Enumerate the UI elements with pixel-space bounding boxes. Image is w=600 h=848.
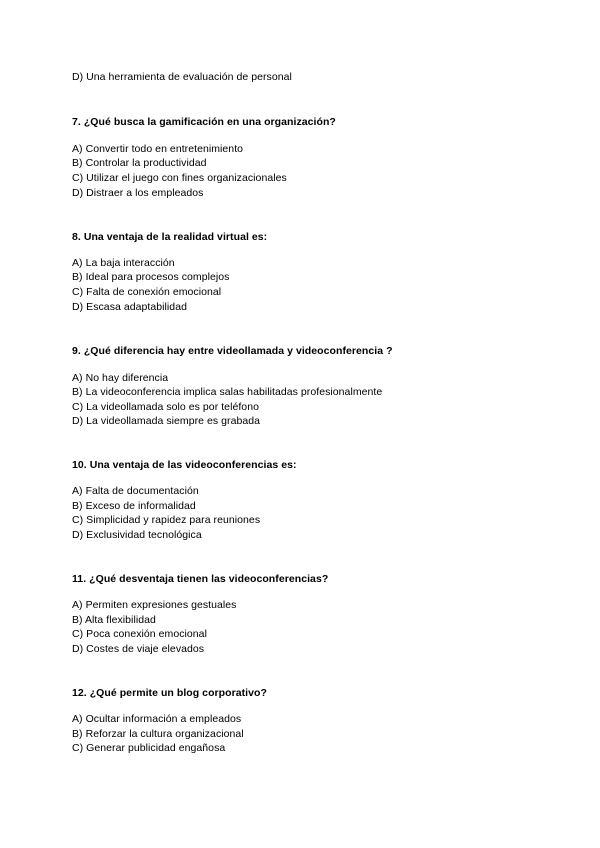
question-12-option-b: B) Reforzar la cultura organizacional <box>72 728 244 740</box>
question-12-option-c: C) Generar publicidad engañosa <box>72 742 226 754</box>
continuation-option: D) Una herramienta de evaluación de personal <box>72 71 292 83</box>
question-9-option-d: D) La videollamada siempre es grabada <box>72 415 261 427</box>
question-10-title: 10. Una ventaja de las videoconferencias es: <box>72 459 297 471</box>
question-8-option-b: B) Ideal para procesos complejos <box>72 271 230 283</box>
question-9-title: 9. ¿Qué diferencia hay entre videollamada y videoconferencia ? <box>72 345 393 357</box>
question-7-option-a: A) Convertir todo en entretenimiento <box>72 143 244 155</box>
question-11-title: 11. ¿Qué desventaja tienen las videoconferencias? <box>72 573 329 585</box>
question-7-title: 7. ¿Qué busca la gamificación en una organización? <box>72 116 336 128</box>
question-8-option-d: D) Escasa adaptabilidad <box>72 301 187 313</box>
question-7-option-d: D) Distraer a los empleados <box>72 187 204 199</box>
question-9-option-a: A) No hay diferencia <box>72 372 169 384</box>
question-10-option-b: B) Exceso de informalidad <box>72 500 196 512</box>
question-11-option-b: B) Alta flexibilidad <box>72 614 156 626</box>
question-9-option-b: B) La videoconferencia implica salas habilitadas profesionalmente <box>72 386 383 398</box>
question-8-option-a: A) La baja interacción <box>72 257 175 269</box>
question-7-option-b: B) Controlar la productividad <box>72 157 207 169</box>
question-10-option-a: A) Falta de documentación <box>72 485 199 497</box>
question-12-title: 12. ¿Qué permite un blog corporativo? <box>72 687 267 699</box>
question-10-option-c: C) Simplicidad y rapidez para reuniones <box>72 514 261 526</box>
question-11-option-a: A) Permiten expresiones gestuales <box>72 599 237 611</box>
question-11-option-c: C) Poca conexión emocional <box>72 628 207 640</box>
question-10-option-d: D) Exclusividad tecnológica <box>72 529 202 541</box>
question-12-option-a: A) Ocultar información a empleados <box>72 713 242 725</box>
question-11-option-d: D) Costes de viaje elevados <box>72 643 205 655</box>
question-8-option-c: C) Falta de conexión emocional <box>72 286 222 298</box>
question-8-title: 8. Una ventaja de la realidad virtual es: <box>72 231 268 243</box>
question-9-option-c: C) La videollamada solo es por teléfono <box>72 401 259 413</box>
question-7-option-c: C) Utilizar el juego con fines organizacionales <box>72 172 287 184</box>
